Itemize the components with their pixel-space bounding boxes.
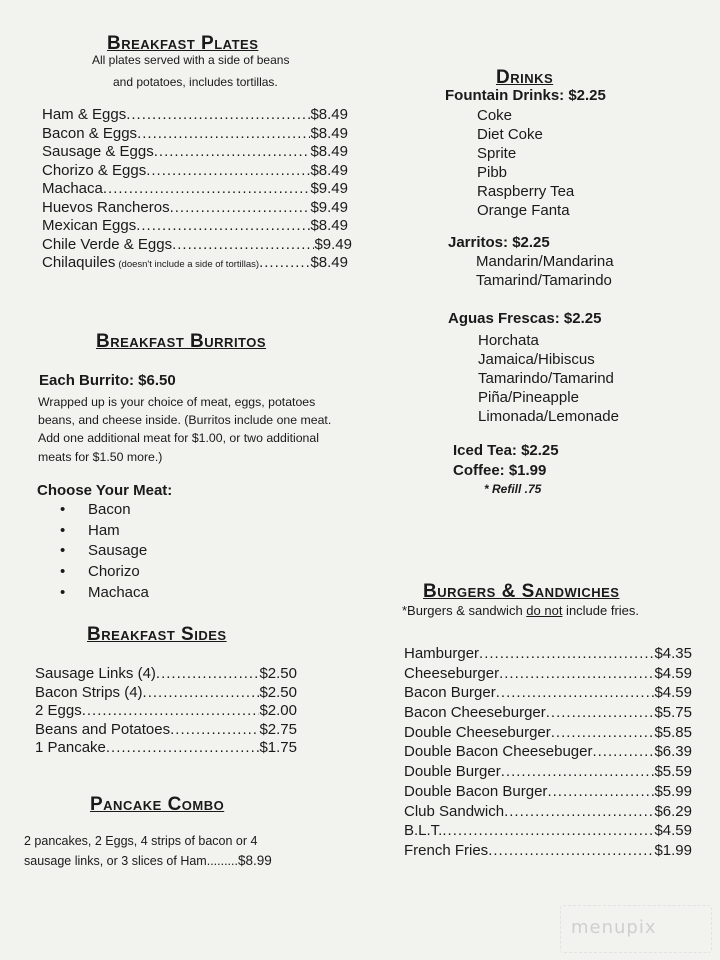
coffee-label: Coffee: $1.99 (453, 462, 547, 479)
list-item: Coke (477, 107, 513, 124)
list-item: Mandarin/Mandarina (476, 253, 614, 270)
list-item: • Machaca (60, 583, 149, 601)
fountain-drinks-list (477, 106, 574, 220)
aguas-frescas-label: Aguas Frescas: $2.25 (448, 310, 602, 327)
list-item: Piña/Pineapple (478, 389, 579, 406)
list-item: Horchata (478, 332, 539, 349)
list-item: Limonada/Lemonade (478, 408, 619, 425)
list-item: Diet Coke (477, 126, 543, 143)
list-item: Jamaica/Hibiscus (478, 351, 595, 368)
menu-item: Sausage Links (4) ..... $2.50 (35, 665, 297, 684)
menu-item: Sausage & Eggs ..... $8.49 (42, 143, 348, 162)
list-item: • Chorizo (60, 563, 140, 581)
pancake-combo-line-1: 2 pancakes, 2 Eggs, 4 strips of bacon or 4 (24, 834, 258, 848)
list-item: • Bacon (60, 501, 131, 518)
menu-item: Cheeseburger ..... $4.59 (404, 664, 692, 684)
pancake-combo-line-2 (24, 853, 272, 868)
menu-item: Chilaquiles (doesn't include a side of tortillas) ..... $8.49 (42, 254, 348, 273)
list-item: • Ham (60, 521, 120, 539)
menu-item: 2 Eggs ..... $2.00 (35, 702, 297, 721)
burrito-description-line: beans, and cheese inside. (Burritos include one meat. (38, 413, 332, 428)
meat-options-list (60, 500, 149, 603)
menu-item: Beans and Potatoes ..... $2.75 (35, 721, 297, 740)
burgers-note-text: include fries. (562, 603, 640, 618)
burgers-note-text: *Burgers & sandwich (402, 603, 527, 618)
burrito-description (38, 393, 331, 466)
drinks-heading: Drinks (496, 67, 554, 88)
breakfast-plates-note-1: All plates served with a side of beans (92, 53, 290, 67)
choose-meat-label: Choose Your Meat: (37, 482, 173, 499)
burrito-description-line: Add one additional meat for $1.00, or two additional (38, 431, 319, 446)
menu-item: Mexican Eggs ..... $8.49 (42, 217, 348, 236)
breakfast-plates-note-2: and potatoes, includes tortillas. (113, 75, 278, 89)
pancake-combo-heading: Pancake Combo (90, 794, 225, 815)
menu-item: B.L.T. ..... $4.59 (404, 821, 692, 841)
menu-item: Double Burger ..... $5.59 (404, 762, 692, 782)
list-item: Sprite (477, 145, 517, 162)
fountain-drinks-label: Fountain Drinks: $2.25 (445, 87, 606, 104)
menu-item: Huevos Rancheros ..... $9.49 (42, 199, 348, 218)
burgers-note-emphasis: do not (526, 603, 563, 618)
list-item: Orange Fanta (477, 202, 570, 219)
breakfast-plates-heading: Breakfast Plates (107, 33, 259, 54)
pancake-combo-description: sausage links, or 3 slices of Ham......... (24, 854, 238, 868)
menu-item: Chorizo & Eggs ..... $8.49 (42, 162, 348, 181)
menu-item-note: (doesn't include a side of tortillas) (118, 259, 260, 270)
list-item: Tamarind/Tamarindo (476, 272, 612, 289)
menu-item: Bacon & Eggs ..... $8.49 (42, 125, 348, 144)
breakfast-sides-heading: Breakfast Sides (87, 624, 227, 645)
menu-item: Double Bacon Cheesebuger ..... $6.39 (404, 742, 692, 762)
breakfast-burritos-heading: Breakfast Burritos (96, 331, 267, 352)
iced-tea-label: Iced Tea: $2.25 (453, 442, 559, 459)
breakfast-sides-list (35, 665, 297, 758)
menu-item: Machaca ..... $9.49 (42, 180, 348, 199)
refill-note: * Refill .75 (484, 482, 542, 496)
menu-item: Bacon Cheeseburger ..... $5.75 (404, 703, 692, 723)
burgers-heading: Burgers & Sandwiches (423, 581, 620, 602)
menu-item: 1 Pancake ..... $1.75 (35, 739, 297, 758)
burrito-price: Each Burrito: $6.50 (39, 372, 176, 389)
list-item: Raspberry Tea (477, 183, 575, 200)
list-item: Pibb (477, 164, 508, 181)
menu-item: French Fries ..... $1.99 (404, 841, 692, 861)
menu-item: Chile Verde & Eggs ..... $9.49 (42, 236, 352, 255)
jarritos-label: Jarritos: $2.25 (448, 234, 550, 251)
menupix-watermark-logo (560, 905, 712, 953)
breakfast-plates-list (42, 106, 352, 273)
burrito-description-line: meats for $1.50 more.) (38, 449, 163, 464)
burgers-list (404, 644, 692, 861)
menu-item: Hamburger ..... $4.35 (404, 644, 692, 664)
menu-item: Bacon Burger ..... $4.59 (404, 683, 692, 703)
menu-item: Double Cheeseburger ..... $5.85 (404, 723, 692, 743)
pancake-combo-price: $8.99 (237, 853, 272, 868)
menu-item: Ham & Eggs ..... $8.49 (42, 106, 348, 125)
list-item: Tamarindo/Tamarind (478, 370, 614, 387)
list-item: • Sausage (60, 542, 148, 560)
menu-item: Double Bacon Burger ..... $5.99 (404, 782, 692, 802)
jarritos-list (476, 252, 614, 290)
menupix-watermark-text: menupix (571, 917, 657, 938)
aguas-frescas-list (478, 331, 619, 426)
burrito-description-line: Wrapped up is your choice of meat, eggs, potatoes (38, 395, 316, 409)
burgers-note (402, 603, 639, 618)
menu-item: Bacon Strips (4) ..... $2.50 (35, 684, 297, 703)
menu-item: Club Sandwich ..... $6.29 (404, 802, 692, 822)
